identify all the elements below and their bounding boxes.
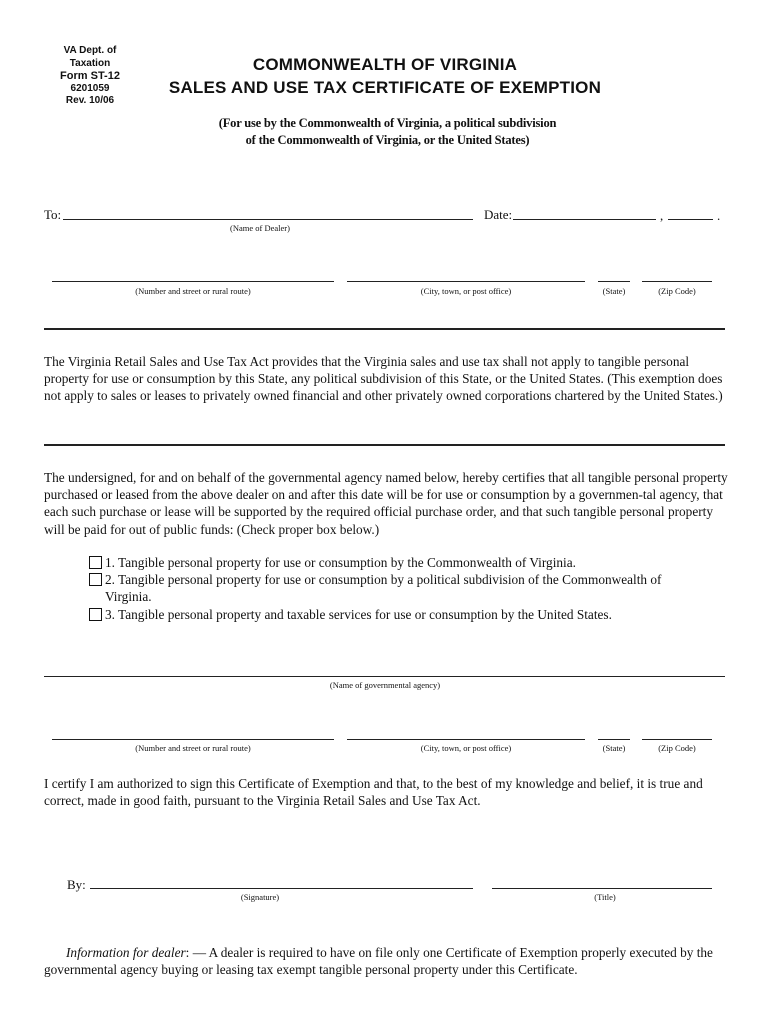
form-number: 6201059 — [70, 82, 110, 94]
agency-name-field[interactable] — [44, 676, 725, 677]
title-field[interactable] — [492, 888, 712, 889]
revision-date: Rev. 10/06 — [65, 95, 115, 106]
checkbox-commonwealth[interactable] — [89, 556, 102, 569]
signature-field[interactable] — [90, 888, 473, 889]
title-line-2: SALES AND USE TAX CERTIFICATE OF EXEMPTION — [168, 78, 602, 97]
agency-state-field[interactable] — [598, 739, 630, 740]
date-period: . — [717, 208, 721, 223]
dealer-info-paragraph — [44, 944, 728, 978]
exemption-options — [89, 554, 689, 623]
dealer-zip-caption: (Zip Code) — [658, 286, 696, 296]
date-month-day-field[interactable] — [513, 219, 656, 220]
signature-caption: (Signature) — [240, 892, 280, 902]
title-caption: (Title) — [594, 892, 616, 902]
to-label: To: — [44, 207, 62, 222]
option-political-subdivision-label: 2. Tangible personal property for use or consumption by a political subdivision of the Commonwealth of Virginia. — [105, 572, 662, 605]
by-label: By: — [67, 877, 86, 892]
dealer-state-field[interactable] — [598, 281, 630, 282]
dealer-name-caption: (Name of Dealer) — [230, 223, 290, 233]
agency-name-caption: (Name of governmental agency) — [329, 680, 441, 690]
form-header-info — [48, 45, 132, 108]
option-commonwealth-label: 1. Tangible personal property for use or consumption by the Commonwealth of Virginia. — [105, 555, 576, 570]
option-commonwealth — [89, 554, 689, 571]
dealer-city-field[interactable] — [347, 281, 585, 282]
dealer-street-field[interactable] — [52, 281, 334, 282]
agency-street-field[interactable] — [52, 739, 334, 740]
authorization-paragraph: I certify I am authorized to sign this Certificate of Exemption and that, to the best of my knowledge and belief, it is true and correct, made in good faith, pursuant to the Virginia Retail Sales and Use Tax Act. — [44, 776, 703, 809]
option-political-subdivision — [89, 571, 689, 605]
agency-street-caption: (Number and street or rural route) — [135, 743, 251, 753]
dealer-zip-field[interactable] — [642, 281, 712, 282]
date-label: Date: — [484, 207, 513, 222]
subtitle-line-2: of the Commonwealth of Virginia, or the United States) — [245, 133, 530, 147]
dealer-street-caption: (Number and street or rural route) — [135, 286, 251, 296]
section-divider-1 — [44, 328, 725, 330]
form-id: Form ST-12 — [60, 70, 120, 82]
option-united-states-label: 3. Tangible personal property and taxable services for use or consumption by the United States. — [105, 606, 612, 622]
dealer-city-caption: (City, town, or post office) — [420, 286, 512, 296]
date-comma: , — [660, 208, 664, 223]
subtitle — [150, 115, 625, 149]
dealer-name-field[interactable] — [63, 219, 473, 220]
agency-state-caption: (State) — [602, 743, 626, 753]
title-line-1: COMMONWEALTH OF VIRGINIA — [252, 55, 518, 74]
dealer-info-label: Information for dealer — [66, 945, 186, 960]
dealer-info-text: : — A dealer is required to have on file only one Certificate of Exemption properly executed by the governmental agency buying or leasing tax exempt tangible personal property under this Certificate. — [44, 945, 713, 978]
subtitle-line-1: (For use by the Commonwealth of Virginia, a political subdivision — [218, 116, 557, 130]
agency-zip-caption: (Zip Code) — [658, 743, 696, 753]
dealer-state-caption: (State) — [602, 286, 626, 296]
dept-name: VA Dept. of Taxation — [63, 45, 117, 69]
checkbox-political-subdivision[interactable] — [89, 573, 102, 586]
intro-paragraph: The Virginia Retail Sales and Use Tax Act provides that the Virginia sales and use tax shall not apply to tangible personal property for use or consumption by this State, any political subdivision of this State, or the United States. (This exemption does not apply to sales or leases to privately owned financial and other privately owned corporations chartered by the United States.) — [44, 354, 723, 404]
agency-zip-field[interactable] — [642, 739, 712, 740]
checkbox-united-states[interactable] — [89, 608, 102, 621]
certify-paragraph: The undersigned, for and on behalf of the governmental agency named below, hereby certifies that all tangible personal property purchased or leased from the above dealer on and after this date will be for use or consumption by a governmen-tal agency, that each such purchase or lease will be supported by the required official purchase order, and that such tangible personal property will be paid for out of public funds: (Check proper box below.) — [44, 470, 728, 537]
agency-city-caption: (City, town, or post office) — [420, 743, 512, 753]
agency-city-field[interactable] — [347, 739, 585, 740]
option-united-states — [89, 606, 689, 623]
date-year-field[interactable] — [668, 219, 713, 220]
section-divider-2 — [44, 444, 725, 446]
